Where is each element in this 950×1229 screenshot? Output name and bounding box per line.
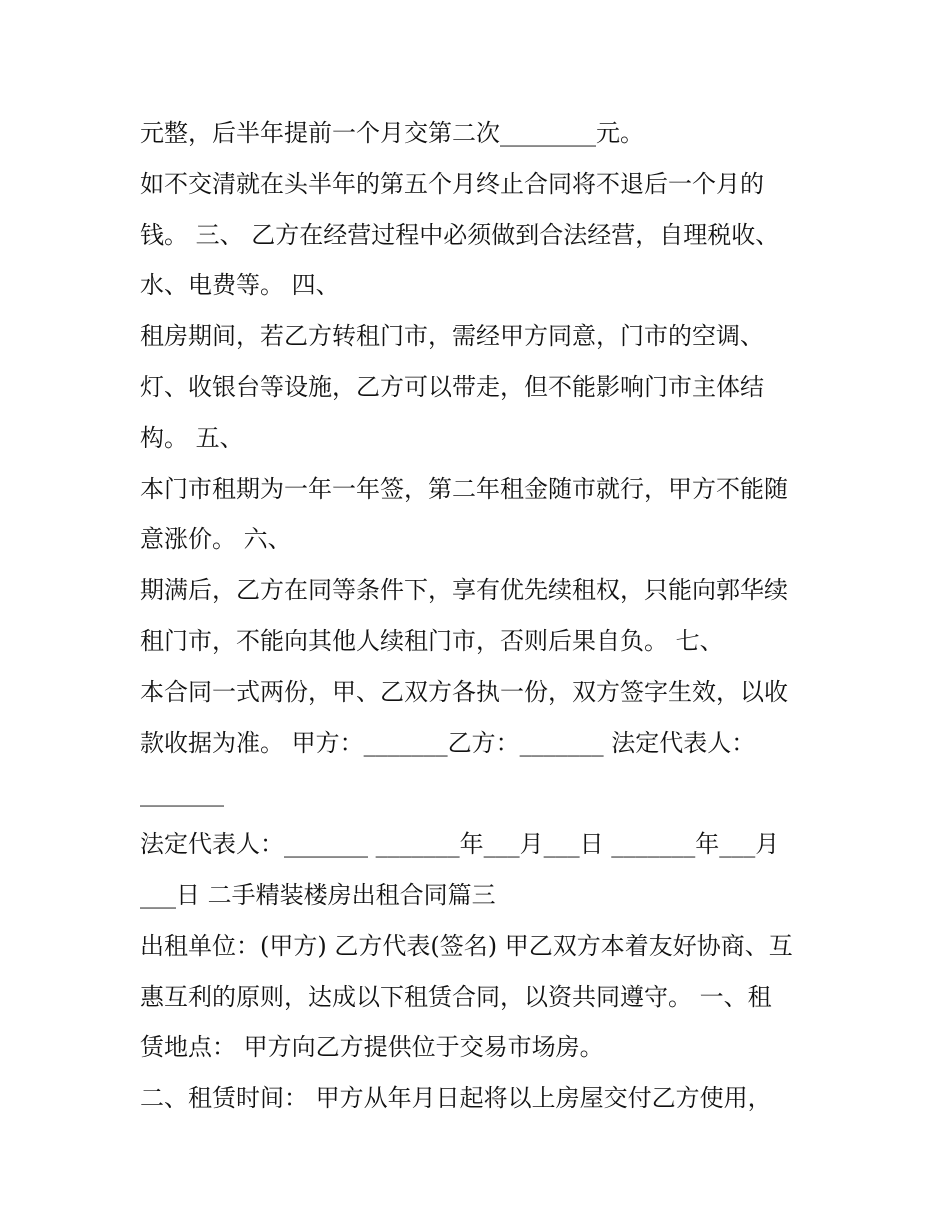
- text-line: _______: [140, 779, 224, 808]
- text-line: 出租单位：(甲方) 乙方代表(签名) 甲乙双方本着友好协商、互: [140, 931, 793, 960]
- text-line: 租房期间，若乙方转租门市，需经甲方同意，门市的空调、: [140, 322, 764, 351]
- contract-text: [140, 108, 820, 1124]
- text-line: 赁地点： 甲方向乙方提供位于交易市场房。: [140, 1033, 604, 1062]
- text-line: 租门市，不能向其他人续租门市，否则后果自负。 七、: [140, 626, 724, 655]
- text-line: 本门市租期为一年一年签，第二年租金随市就行，甲方不能随: [140, 474, 788, 503]
- text-line: 本合同一式两份，甲、乙双方各执一份，双方签字生效，以收: [140, 677, 788, 706]
- text-line: 二、租赁时间： 甲方从年月日起将以上房屋交付乙方使用，: [140, 1084, 772, 1113]
- text-line: 钱。 三、 乙方在经营过程中必须做到合法经营，自理税收、: [140, 220, 780, 249]
- text-line: 款收据为准。 甲方：_______乙方：_______ 法定代表人：: [140, 728, 756, 757]
- text-line: 意涨价。 六、: [140, 525, 292, 554]
- text-line: 水、电费等。 四、: [140, 271, 340, 300]
- text-line: 期满后，乙方在同等条件下，享有优先续租权，只能向郭华续: [140, 576, 788, 605]
- text-line: 如不交清就在头半年的第五个月终止合同将不退后一个月的: [140, 169, 764, 198]
- text-line: ___日 二手精装楼房出租合同篇三: [140, 880, 496, 909]
- text-line: 灯、收银台等设施，乙方可以带走，但不能影响门市主体结: [140, 372, 764, 401]
- text-line: 惠互利的原则，达成以下租赁合同，以资共同遵守。 一、租: [140, 982, 772, 1011]
- text-line: 构。 五、: [140, 423, 244, 452]
- text-line: 法定代表人：_______ _______年___月___日 _______年___月: [140, 830, 780, 859]
- text-line: 元整，后半年提前一个月交第二次________元。: [140, 119, 644, 147]
